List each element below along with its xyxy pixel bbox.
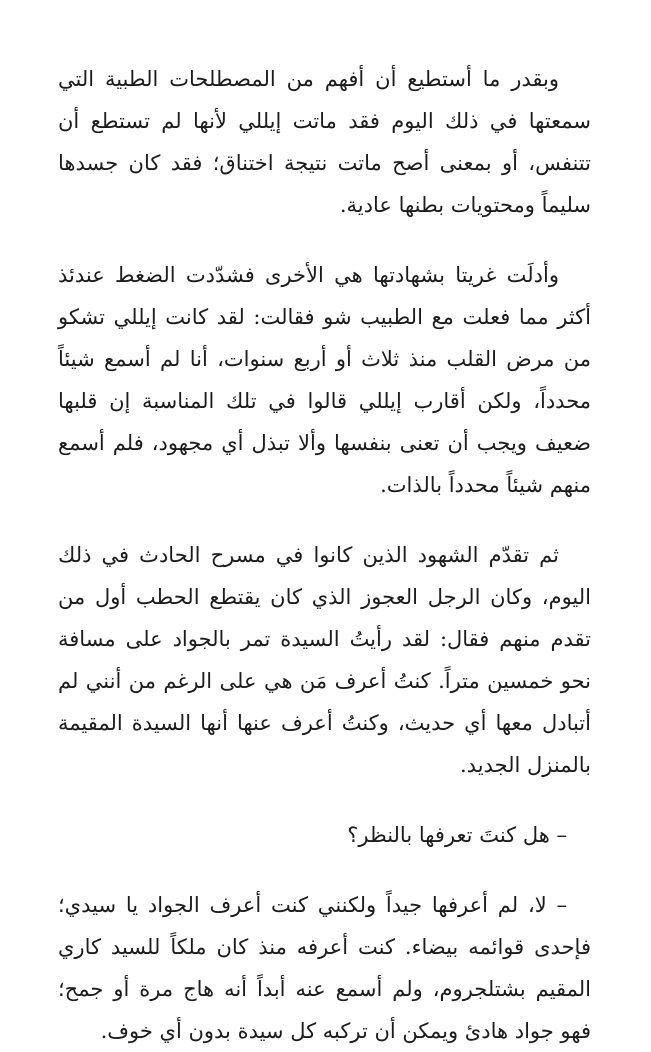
paragraph-medical-findings: وبقدر ما أستطيع أن أفهم من المصطلحات الطبية التي سمعتها في ذلك اليوم فقد ماتت إيللي لأنها لم تستطع أن تتنفس، أو بمعنى أصح ماتت نتيجة اختناق؛ فقد كان جسدها سليماً ومحتويات بطنها عادية. (58, 67, 591, 217)
paragraph-question: – هل كنتَ تعرفها بالنظر؟ (347, 823, 567, 847)
paragraph-answer: – لا، لم أعرفها جيداً ولكنني كنت أعرف الجواد يا سيدي؛ فإحدى قوائمه بيضاء. كنت أعرفه منذ كان ملكاً للسيد كاري المقيم بشتلجروم، ولم أسمع عنه أبداً أنه هاج مرة أو جمح؛ فهو جواد هادئ ويمكن أن تركبه كل سيدة بدون أي خوف. (58, 893, 591, 1043)
paragraph-greta-testimony: وأدلَت غريتا بشهادتها هي الأخرى فشدّدت الضغط عندئذ أكثر مما فعلت مع الطبيب شو فقالت: لقد كانت إيللي تشكو من مرض القلب منذ ثلاث أو أربع سنوات، أنا لم أسمع شيئاً محدداً، ولكن أقارب إيللي قالوا في تلك المناسبة إن قلبها ضعيف ويجب أن تعنى بنفسها وألا تبذل أي مجهود، فلم أسمع منهم شيئاً محدداً بالذات. (58, 263, 591, 497)
paragraph-witnesses: ثم تقدّم الشهود الذين كانوا في مسرح الحادث في ذلك اليوم، وكان الرجل العجوز الذي كان يقتطع الحطب أول من تقدم منهم فقال: لقد رأيتُ السيدة تمر بالجواد على مسافة نحو خمسين متراً. كنتُ أعرف مَن هي على الرغم من أنني لم أتبادل معها أي حديث، وكنتُ أعرف عنها أنها السيدة المقيمة بالمنزل الجديد. (58, 543, 591, 777)
